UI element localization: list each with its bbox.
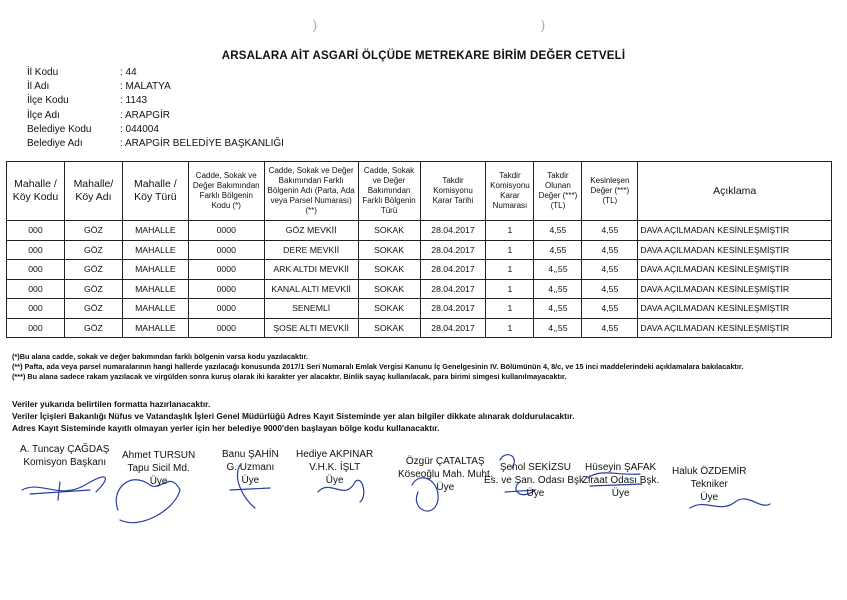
- info-value: : 44: [120, 67, 137, 78]
- table-cell: DAVA AÇILMADAN KESİNLEŞMİŞTİR: [638, 240, 832, 260]
- table-cell: 1: [486, 279, 534, 299]
- table-cell: 4,,55: [534, 299, 582, 319]
- table-cell: 000: [7, 240, 65, 260]
- table-row: [7, 260, 832, 280]
- column-header: Takdir Olunan Değer (***) (TL): [534, 162, 582, 221]
- table-cell: 28.04.2017: [420, 240, 486, 260]
- signatory-name: Hüseyin ŞAFAK: [585, 462, 657, 473]
- signatory-title: Komisyon Başkanı: [23, 457, 107, 468]
- table-cell: 4,,55: [534, 260, 582, 280]
- info-key: İl Adı: [27, 81, 50, 93]
- table-cell: DAVA AÇILMADAN KESİNLEŞMİŞTİR: [638, 221, 832, 241]
- table-cell: 0000: [188, 240, 264, 260]
- table-cell: 000: [7, 260, 65, 280]
- instructions: [12, 398, 574, 434]
- table-cell: SENEMLİ: [264, 299, 358, 319]
- table-cell: 28.04.2017: [420, 318, 486, 338]
- info-row: [27, 109, 284, 123]
- footnotes: [12, 352, 743, 383]
- punch-hole-mark: ): [312, 18, 318, 34]
- info-value: : ARAPGİR BELEDİYE BAŞKANLIĞI: [120, 138, 284, 150]
- table-cell: GÖZ: [64, 260, 122, 280]
- table-cell: SOKAK: [358, 299, 420, 319]
- signatory: [296, 448, 373, 487]
- table-cell: 4,55: [582, 240, 638, 260]
- signatory-name: A. Tuncay ÇAĞDAŞ: [20, 444, 110, 455]
- table-cell: GÖZ: [64, 221, 122, 241]
- table-cell: 0000: [188, 221, 264, 241]
- document-title: ARSALARA AİT ASGARİ ÖLÇÜDE METREKARE BİRİM DEĞER CETVELİ: [221, 50, 626, 62]
- signatory: [222, 448, 279, 487]
- table-cell: 000: [7, 318, 65, 338]
- signatory: [582, 461, 659, 500]
- signatory-role: Üye: [149, 476, 168, 487]
- table-cell: 0000: [188, 299, 264, 319]
- info-key: İlçe Kodu: [27, 95, 69, 107]
- info-key: Belediye Adı: [27, 138, 83, 150]
- table-cell: 4,55: [534, 240, 582, 260]
- signatory-title: G. Uzmanı: [226, 462, 275, 473]
- signatory-title: Köseoğlu Mah. Muht.: [398, 469, 493, 480]
- signatory: [484, 461, 587, 500]
- signatory-name: Haluk ÖZDEMİR: [672, 466, 747, 477]
- table-cell: DAVA AÇILMADAN KESİNLEŞMİŞTİR: [638, 260, 832, 280]
- signatory-name: Banu ŞAHİN: [222, 449, 279, 460]
- signatory-role: Üye: [700, 492, 719, 503]
- table-cell: 000: [7, 299, 65, 319]
- municipality-info: [27, 66, 284, 151]
- table-cell: 4,55: [582, 318, 638, 338]
- column-header: Açıklama: [638, 162, 832, 221]
- table-cell: 4,55: [582, 279, 638, 299]
- table-cell: MAHALLE: [122, 260, 188, 280]
- info-row: [27, 94, 284, 108]
- table-cell: GÖZ: [64, 279, 122, 299]
- table-cell: MAHALLE: [122, 318, 188, 338]
- info-key: Belediye Kodu: [27, 123, 92, 135]
- footnote: (***) Bu alana sadece rakam yazılacak ve virgülden sonra kuruş olarak iki karakter yer alacaktır. Binlik sayaç kullanılacak, para birimi simgesi kullanılmayacaktır.: [12, 372, 567, 382]
- table-cell: 4,55: [534, 221, 582, 241]
- table-row: [7, 221, 832, 241]
- signatory-name: Hediye AKPINAR: [296, 449, 374, 460]
- table-cell: MAHALLE: [122, 299, 188, 319]
- column-header: Mahalle/ Köy Adı: [64, 162, 122, 221]
- table-cell: DERE MEVKİİ: [264, 240, 358, 260]
- table-cell: GÖZ MEVKİİ: [264, 221, 358, 241]
- instruction-line: Veriler yukarıda belirtilen formatta hazırlanacaktır.: [12, 399, 211, 409]
- table-cell: 0000: [188, 318, 264, 338]
- info-key: İlçe Adı: [27, 109, 60, 121]
- table-cell: 000: [7, 221, 65, 241]
- signatory-title: Tapu Sicil Md.: [127, 463, 190, 474]
- signatory-title: Es. ve San. Odası Bşk.: [484, 475, 587, 486]
- table-cell: SOKAK: [358, 240, 420, 260]
- signatory: [398, 455, 493, 494]
- table-cell: MAHALLE: [122, 279, 188, 299]
- info-value: : ARAPGİR: [120, 109, 171, 121]
- table-cell: 000: [7, 279, 65, 299]
- table-cell: SOKAK: [358, 260, 420, 280]
- signatory-name: Özgür ÇATALTAŞ: [405, 456, 485, 467]
- table-cell: DAVA AÇILMADAN KESİNLEŞMİŞTİR: [638, 279, 832, 299]
- table-cell: ARK ALTDI MEVKİİ: [264, 260, 358, 280]
- table-header-row: [7, 162, 832, 221]
- table-cell: 1: [486, 260, 534, 280]
- info-row: [27, 66, 284, 80]
- instruction-line: Adres Kayıt Sisteminde kayıtlı olmayan yerler için her belediye 9000'den başlayan bölge kodu kullanacaktır.: [12, 423, 440, 433]
- table-cell: 28.04.2017: [420, 221, 486, 241]
- table-cell: 1: [486, 299, 534, 319]
- table-cell: SOKAK: [358, 221, 420, 241]
- info-value: : 1143: [120, 95, 148, 107]
- table-cell: 28.04.2017: [420, 279, 486, 299]
- column-header: Mahalle / Köy Türü: [122, 162, 188, 221]
- table-cell: 4,,55: [534, 279, 582, 299]
- signatory-title: V.H.K. İŞLT: [309, 462, 361, 473]
- signatory-name: Şenol SEKİZSU: [499, 462, 571, 473]
- info-key: İl Kodu: [27, 67, 59, 78]
- column-header: Cadde, Sokak ve Değer Bakımından Farklı Bölgenin Türü: [358, 162, 420, 221]
- signatory-title: Tekniker: [690, 479, 728, 490]
- value-table: [6, 161, 832, 338]
- table-row: [7, 318, 832, 338]
- table-cell: DAVA AÇILMADAN KESİNLEŞMİŞTİR: [638, 318, 832, 338]
- table-cell: GÖZ: [64, 299, 122, 319]
- signatory-role: Üye: [325, 475, 344, 486]
- table-cell: 1: [486, 221, 534, 241]
- info-row: [27, 123, 284, 137]
- column-header: Mahalle / Köy Kodu: [7, 162, 65, 221]
- table-cell: GÖZ: [64, 318, 122, 338]
- punch-hole-mark: ): [540, 18, 546, 34]
- info-row: [27, 80, 284, 94]
- instruction-line: Veriler İçişleri Bakanlığı Nüfus ve Vatandaşlık İşleri Genel Müdürlüğü Adres Kayıt Sisteminde yer alan bilgiler dikkate alınarak doldurulacaktır.: [12, 411, 575, 421]
- table-cell: 4,,55: [534, 318, 582, 338]
- footnote: (**) Pafta, ada veya parsel numaralarının hangi hallerde yazılacağı konusunda 2017/1 Seri Numaralı Emlak Vergisi Kanunu İç Genelgesinin IV. Bölümünün 4, 8/c, ve 15 inci maddelerindeki açıklamalara bakılacaktır.: [12, 362, 744, 372]
- signatory-role: Üye: [241, 475, 260, 486]
- signatory-role: Üye: [611, 488, 630, 499]
- table-cell: 1: [486, 318, 534, 338]
- column-header: Cadde, Sokak ve Değer Bakımından Farklı Bölgenin Adı (Parta, Ada veya Parsel Numarası)(**): [264, 162, 358, 221]
- table-cell: 28.04.2017: [420, 299, 486, 319]
- table-cell: SOKAK: [358, 318, 420, 338]
- info-value: : 044004: [120, 123, 159, 135]
- table-cell: 28.04.2017: [420, 260, 486, 280]
- table-cell: 1: [486, 240, 534, 260]
- table-row: [7, 279, 832, 299]
- signatory-title: Ziraat Odası Bşk.: [582, 475, 660, 486]
- table-cell: MAHALLE: [122, 240, 188, 260]
- table-cell: 0000: [188, 279, 264, 299]
- signatory: [20, 443, 109, 469]
- signatory-role: Üye: [526, 488, 545, 499]
- column-header: Takdir Komisyonu Karar Tarihi: [420, 162, 486, 221]
- table-row: [7, 240, 832, 260]
- table-cell: 4,55: [582, 299, 638, 319]
- table-cell: 0000: [188, 260, 264, 280]
- column-header: Kesinleşen Değer (***) (TL): [582, 162, 638, 221]
- signatory-role: Üye: [436, 482, 455, 493]
- table-cell: 4,55: [582, 260, 638, 280]
- table-cell: ŞOSE ALTI MEVKİİ: [264, 318, 358, 338]
- info-value: : MALATYA: [120, 81, 171, 93]
- table-cell: SOKAK: [358, 279, 420, 299]
- signatory: [122, 449, 195, 488]
- signatory: [672, 465, 746, 504]
- table-cell: GÖZ: [64, 240, 122, 260]
- table-cell: DAVA AÇILMADAN KESİNLEŞMİŞTİR: [638, 299, 832, 319]
- table-row: [7, 299, 832, 319]
- footnote: (*)Bu alana cadde, sokak ve değer bakımından farklı bölgenin varsa kodu yazılacaktır.: [12, 352, 309, 361]
- table-cell: 4,55: [582, 221, 638, 241]
- signatory-name: Ahmet TURSUN: [122, 450, 196, 461]
- info-row: [27, 137, 284, 151]
- table-cell: KANAL ALTI MEVKİİ: [264, 279, 358, 299]
- column-header: Takdir Komisyonu Karar Numarası: [486, 162, 534, 221]
- column-header: Cadde, Sokak ve Değer Bakımından Farklı Bölgenin Kodu (*): [188, 162, 264, 221]
- table-cell: MAHALLE: [122, 221, 188, 241]
